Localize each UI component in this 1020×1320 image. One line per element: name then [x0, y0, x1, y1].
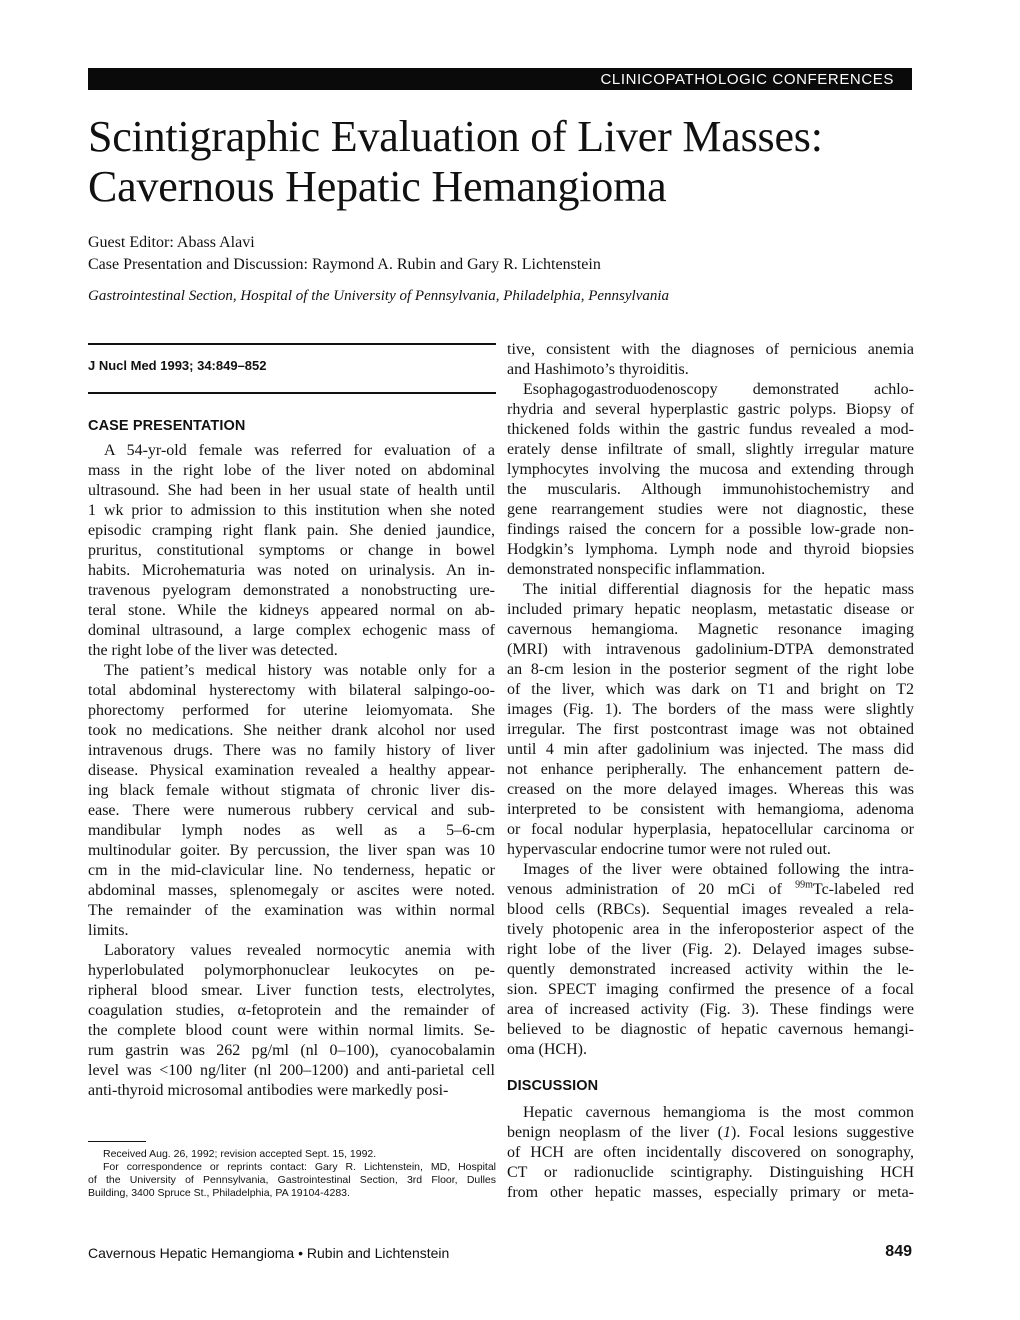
- text-line: blood cells (RBCs). Sequential images revealed a rela-: [507, 901, 914, 918]
- text-line: quently demonstrated increased activity within the le-: [507, 961, 914, 978]
- correspondence-line: For correspondence or reprints contact: Gary R. Lichtenstein, MD, Hospital: [103, 1161, 496, 1173]
- text-line: not enhance peripherally. The enhancement pattern de-: [507, 761, 914, 778]
- text-line: tively photopenic area in the inferoposterior aspect of the: [507, 921, 914, 938]
- text-line: irregular. The first postcontrast image was not obtained: [507, 721, 914, 738]
- text-line: rhydria and several hyperplastic gastric polyps. Biopsy of: [507, 401, 914, 418]
- text-line: of the liver, which was dark on T1 and bright on T2: [507, 681, 914, 698]
- journal-citation: J Nucl Med 1993; 34:849–852: [88, 358, 267, 373]
- text-line: ing black female without stigmata of chronic liver dis-: [88, 782, 495, 799]
- text-line: of HCH are often incidentally discovered on sonography,: [507, 1144, 914, 1161]
- text-line: phorectomy performed for uterine leiomyomata. She: [88, 702, 495, 719]
- text-line: included primary hepatic neoplasm, metastatic disease or: [507, 601, 914, 618]
- text-line: creased on the more delayed images. Whereas this was: [507, 781, 914, 798]
- text-line: mandibular lymph nodes as well as a 5–6-cm: [88, 822, 495, 839]
- text-fragment: venous administration of 20 mCi of: [507, 881, 796, 898]
- text-line: Images of the liver were obtained following the intra-: [523, 861, 914, 878]
- text-line: Laboratory values revealed normocytic anemia with: [104, 942, 495, 959]
- text-line: [507, 880, 914, 900]
- right-column-body: [507, 340, 914, 1060]
- article-credits: [88, 232, 601, 276]
- title-line-1: Scintigraphic Evaluation of Liver Masses:: [88, 112, 823, 161]
- correspondence-line: Building, 3400 Spruce St., Philadelphia, PA 19104-4283.: [88, 1187, 350, 1199]
- text-line: multinodular goiter. By percussion, the liver span was 10: [88, 842, 495, 859]
- text-line: erately dense infiltrate of small, slightly irregular mature: [507, 441, 914, 458]
- text-line: teral stone. While the kidneys appeared normal on ab-: [88, 602, 495, 619]
- text-line: believed to be diagnostic of hepatic cavernous hemangi-: [507, 1021, 914, 1038]
- text-line: demonstrated nonspecific inflammation.: [507, 561, 766, 578]
- case-presentation-heading: CASE PRESENTATION: [88, 418, 246, 434]
- text-line: Esophagogastroduodenoscopy demonstrated achlo-: [523, 381, 914, 398]
- text-line: thickened folds within the gastric fundus revealed a mod-: [507, 421, 914, 438]
- text-line: limits.: [88, 922, 129, 939]
- running-footer: Cavernous Hepatic Hemangioma • Rubin and Lichtenstein: [88, 1245, 450, 1261]
- text-line: Hodgkin’s lymphoma. Lymph node and thyroid biopsies: [507, 541, 914, 558]
- text-line: the muscularis. Although immunohistochemistry and: [507, 481, 914, 498]
- footnotes: [88, 1148, 496, 1200]
- text-line: hyperlobulated polymorphonuclear leukocytes on pe-: [88, 962, 495, 979]
- section-banner: [88, 68, 912, 90]
- text-line: ripheral blood smear. Liver function tests, electrolytes,: [88, 982, 495, 999]
- correspondence-line: of the University of Pennsylvania, Gastrointestinal Section, 3rd Floor, Dulles: [88, 1174, 496, 1186]
- text-line: The remainder of the examination was within normal: [88, 902, 495, 919]
- text-line: intravenous drugs. There was no family history of liver: [88, 742, 495, 759]
- footnote-rule: [88, 1141, 146, 1142]
- text-line: level was <100 ng/liter (nl 200–1200) and anti-parietal cell: [88, 1062, 495, 1079]
- left-column-body: [88, 441, 495, 1101]
- text-line: habits. Microhematuria was noted on urinalysis. An in-: [88, 562, 495, 579]
- text-line: from other hepatic masses, especially primary or meta-: [507, 1184, 914, 1201]
- text-line: pruritus, constitutional symptoms or change in bowel: [88, 542, 495, 559]
- text-line: cavernous hemangioma. Magnetic resonance imaging: [507, 621, 914, 638]
- text-line: 1 wk prior to admission to this institution when she noted: [88, 502, 495, 519]
- text-fragment: Tc-labeled red: [812, 881, 914, 898]
- text-line: rum gastrin was 262 pg/ml (nl 0–100), cyanocobalamin: [88, 1042, 495, 1059]
- text-line: travenous pyelogram demonstrated a nonobstructing ure-: [88, 582, 495, 599]
- text-line: CT or radionuclide scintigraphy. Distinguishing HCH: [507, 1164, 914, 1181]
- text-line: oma (HCH).: [507, 1041, 587, 1058]
- text-line: right lobe of the liver (Fig. 2). Delayed images subse-: [507, 941, 914, 958]
- guest-editor: Guest Editor: Abass Alavi: [88, 234, 255, 251]
- text-line: and Hashimoto’s thyroiditis.: [507, 361, 689, 378]
- text-line: took no medications. She neither drank alcohol nor used: [88, 722, 495, 739]
- text-line: The initial differential diagnosis for the hepatic mass: [523, 581, 914, 598]
- text-line: ease. There were numerous rubbery cervical and sub-: [88, 802, 495, 819]
- affiliation: Gastrointestinal Section, Hospital of the University of Pennsylvania, Philadelphia, Pennsylvania: [88, 288, 670, 304]
- text-line: Hepatic cavernous hemangioma is the most common: [523, 1104, 914, 1121]
- text-line: until 4 min after gadolinium was injected. The mass did: [507, 741, 914, 758]
- text-line: images (Fig. 1). The borders of the mass were slightly: [507, 701, 914, 718]
- text-line: ultrasound. She had been in her usual state of health until: [88, 482, 495, 499]
- text-line: tive, consistent with the diagnoses of pernicious anemia: [507, 341, 914, 358]
- article-title: [88, 112, 823, 212]
- text-line: the right lobe of the liver was detected.: [88, 642, 338, 659]
- text-line: total abdominal hysterectomy with bilateral salpingo-oo-: [88, 682, 495, 699]
- text-line: abdominal masses, splenomegaly or ascites were noted.: [88, 882, 495, 899]
- text-line: cm in the mid-clavicular line. No tenderness, hepatic or: [88, 862, 495, 879]
- text-line: sion. SPECT imaging confirmed the presence of a focal: [507, 981, 914, 998]
- text-line: interpreted to be consistent with hemangioma, adenoma: [507, 801, 914, 818]
- text-line: coagulation studies, α-fetoprotein and the remainder of: [88, 1002, 495, 1019]
- text-line: A 54-yr-old female was referred for evaluation of a: [104, 442, 495, 459]
- text-line: gene rearrangement studies were not diagnostic, these: [507, 501, 914, 518]
- isotope-superscript: 99m: [795, 879, 813, 891]
- discussion-body: [507, 1103, 914, 1203]
- text-fragment: ). Focal lesions suggestive: [730, 1124, 915, 1141]
- text-line: The patient’s medical history was notable only for a: [104, 662, 495, 679]
- text-line: anti-thyroid microsomal antibodies were markedly posi-: [88, 1082, 449, 1099]
- text-line: episodic cramping right flank pain. She denied jaundice,: [88, 522, 495, 539]
- text-line: dominal ultrasound, a large complex echogenic mass of: [88, 622, 495, 639]
- text-line: or focal nodular hyperplasia, hepatocellular carcinoma or: [507, 821, 914, 838]
- text-line: (MRI) with intravenous gadolinium-DTPA demonstrated: [507, 641, 914, 658]
- presenters: Case Presentation and Discussion: Raymond A. Rubin and Gary R. Lichtenstein: [88, 256, 601, 273]
- text-line: disease. Physical examination revealed a healthy appear-: [88, 762, 495, 779]
- text-line: [507, 1123, 914, 1143]
- reference-link[interactable]: 1: [722, 1124, 731, 1141]
- title-line-2: Cavernous Hepatic Hemangioma: [88, 162, 667, 211]
- discussion-heading: DISCUSSION: [507, 1078, 599, 1094]
- text-line: findings raised the concern for a possible low-grade non-: [507, 521, 914, 538]
- section-banner-label: CLINICOPATHOLOGIC CONFERENCES: [600, 71, 894, 88]
- text-line: hypervascular endocrine tumor were not ruled out.: [507, 841, 831, 858]
- text-line: mass in the right lobe of the liver noted on abdominal: [88, 462, 495, 479]
- citation-bottom-rule: [88, 392, 496, 394]
- citation-top-rule: [88, 343, 496, 345]
- text-fragment: benign neoplasm of the liver (: [507, 1124, 723, 1141]
- page-number: 849: [885, 1243, 912, 1260]
- received-note: Received Aug. 26, 1992; revision accepted Sept. 15, 1992.: [103, 1148, 377, 1160]
- text-line: area of increased activity (Fig. 3). These findings were: [507, 1001, 914, 1018]
- text-line: lymphocytes involving the mucosa and extending through: [507, 461, 914, 478]
- text-line: the complete blood count were within normal limits. Se-: [88, 1022, 495, 1039]
- text-line: an 8-cm lesion in the posterior segment of the right lobe: [507, 661, 914, 678]
